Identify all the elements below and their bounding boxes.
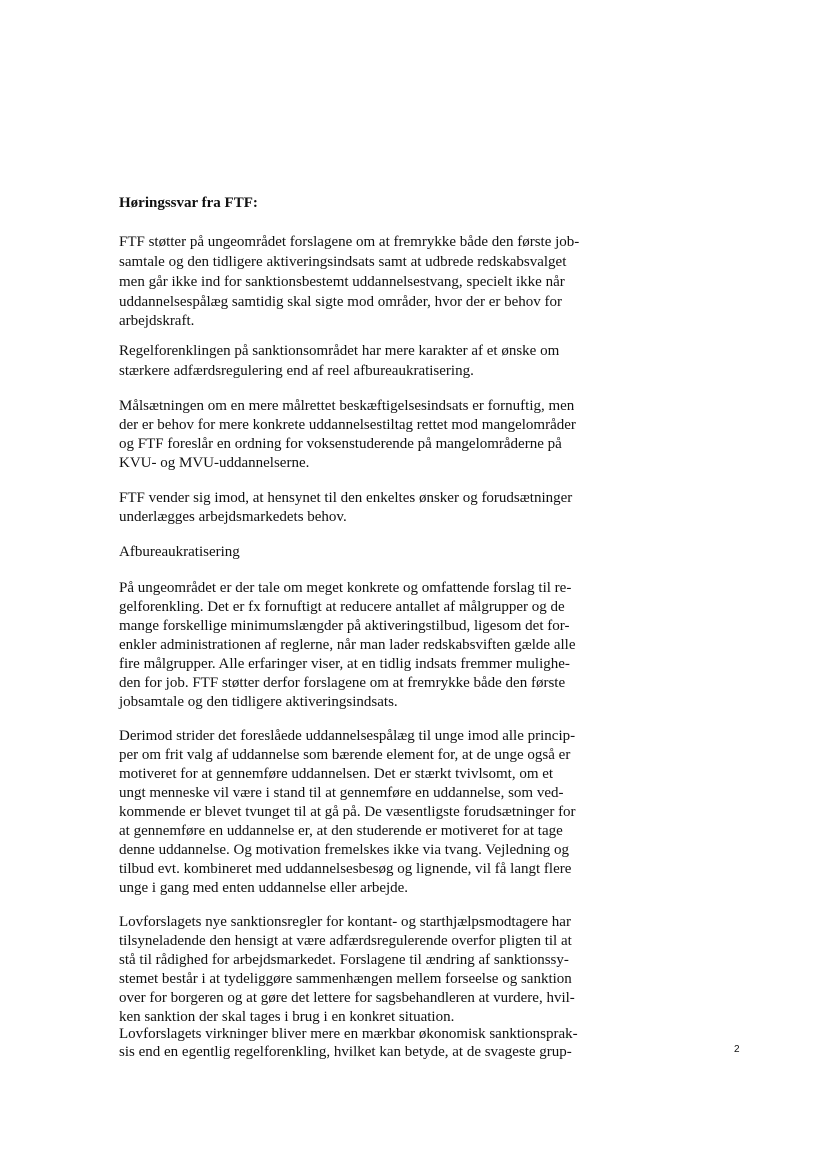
text-line: jobsamtale og den tidligere aktiveringsindsats. — [119, 694, 398, 710]
text-line: der er behov for mere konkrete uddannelsestiltag rettet mod mangelområder — [119, 417, 576, 433]
text-line: at gennemføre en uddannelse er, at den studerende er motiveret for at tage — [119, 823, 563, 839]
text-line: den for job. FTF støtter derfor forslagene om at fremrykke både den første — [119, 675, 566, 691]
text-line: Lovforslagets nye sanktionsregler for kontant- og starthjælpsmodtagere har — [119, 914, 571, 930]
text-line: stå til rådighed for arbejdsmarkedet. Forslagene til ændring af sanktionssy- — [119, 952, 569, 968]
text-line: sis end en egentlig regelforenkling, hvilket kan betyde, at de svageste grup- — [119, 1044, 572, 1060]
section-title: Afbureaukratisering — [119, 544, 240, 560]
text-line: På ungeområdet er der tale om meget konkrete og omfattende forslag til re- — [119, 580, 572, 596]
text-line: uddannelsespålæg samtidig skal sigte mod områder, hvor der er behov for — [119, 294, 563, 310]
text-line: underlægges arbejdsmarkedets behov. — [119, 509, 347, 525]
page-number: 2 — [734, 1044, 740, 1055]
text-line: tilsyneladende den hensigt at være adfærdsregulerende overfor pligten til at — [119, 933, 572, 949]
text-line: over for borgeren og at gøre det lettere for sagsbehandleren at vurdere, hvil- — [119, 990, 575, 1006]
text-line: gelforenkling. Det er fx fornuftigt at reducere antallet af målgrupper og de — [119, 599, 565, 615]
text-line: men går ikke ind for sanktionsbestemt uddannelsestvang, specielt ikke når — [119, 274, 565, 290]
text-line: FTF vender sig imod, at hensynet til den enkeltes ønsker og forudsætninger — [119, 490, 573, 506]
text-line: Derimod strider det foreslåede uddannelsespålæg til unge imod alle princip- — [119, 728, 576, 744]
text-line: KVU- og MVU-uddannelserne. — [119, 455, 310, 471]
text-line: kommende er blevet tvunget til at gå på. De væsentligste forudsætninger for — [119, 804, 576, 820]
document-heading: Høringssvar fra FTF: — [119, 195, 258, 211]
text-line: Regelforenklingen på sanktionsområdet har mere karakter af et ønske om — [119, 343, 560, 359]
text-line: Lovforslagets virkninger bliver mere en mærkbar økonomisk sanktionsprak- — [119, 1026, 578, 1042]
text-line: FTF støtter på ungeområdet forslagene om at fremrykke både den første job- — [119, 234, 580, 250]
text-line: stemet består i at tydeliggøre sammenhængen mellem forseelse og sanktion — [119, 971, 572, 987]
text-line: mange forskellige minimumslængder på aktiveringstilbud, ligesom det for- — [119, 618, 570, 634]
text-line: tilbud evt. kombineret med uddannelsesbesøg og lignende, vil få langt flere — [119, 861, 572, 877]
text-line: ken sanktion der skal tages i brug i en konkret situation. — [119, 1009, 455, 1025]
text-line: og FTF foreslår en ordning for voksenstuderende på mangelområderne på — [119, 436, 562, 452]
text-line: ungt menneske vil være i stand til at gennemføre en uddannelse, som ved- — [119, 785, 564, 801]
text-line: stærkere adfærdsregulering end af reel afbureaukratisering. — [119, 363, 474, 379]
text-line: Målsætningen om en mere målrettet beskæftigelsesindsats er fornuftig, men — [119, 398, 575, 414]
text-line: arbejdskraft. — [119, 313, 195, 329]
text-line: fire målgrupper. Alle erfaringer viser, at en tidlig indsats fremmer mulighe- — [119, 656, 570, 672]
text-line: motiveret for at gennemføre uddannelsen. Det er stærkt tvivlsomt, om et — [119, 766, 554, 782]
text-line: enkler administrationen af reglerne, når man lader redskabsviften gælde alle — [119, 637, 576, 653]
text-line: denne uddannelse. Og motivation fremelskes ikke via tvang. Vejledning og — [119, 842, 570, 858]
text-line: unge i gang med enten uddannelse eller arbejde. — [119, 880, 409, 896]
text-line: samtale og den tidligere aktiveringsindsats samt at udbrede redskabsvalget — [119, 254, 567, 270]
text-line: per om frit valg af uddannelse som bærende element for, at de unge også er — [119, 747, 571, 763]
